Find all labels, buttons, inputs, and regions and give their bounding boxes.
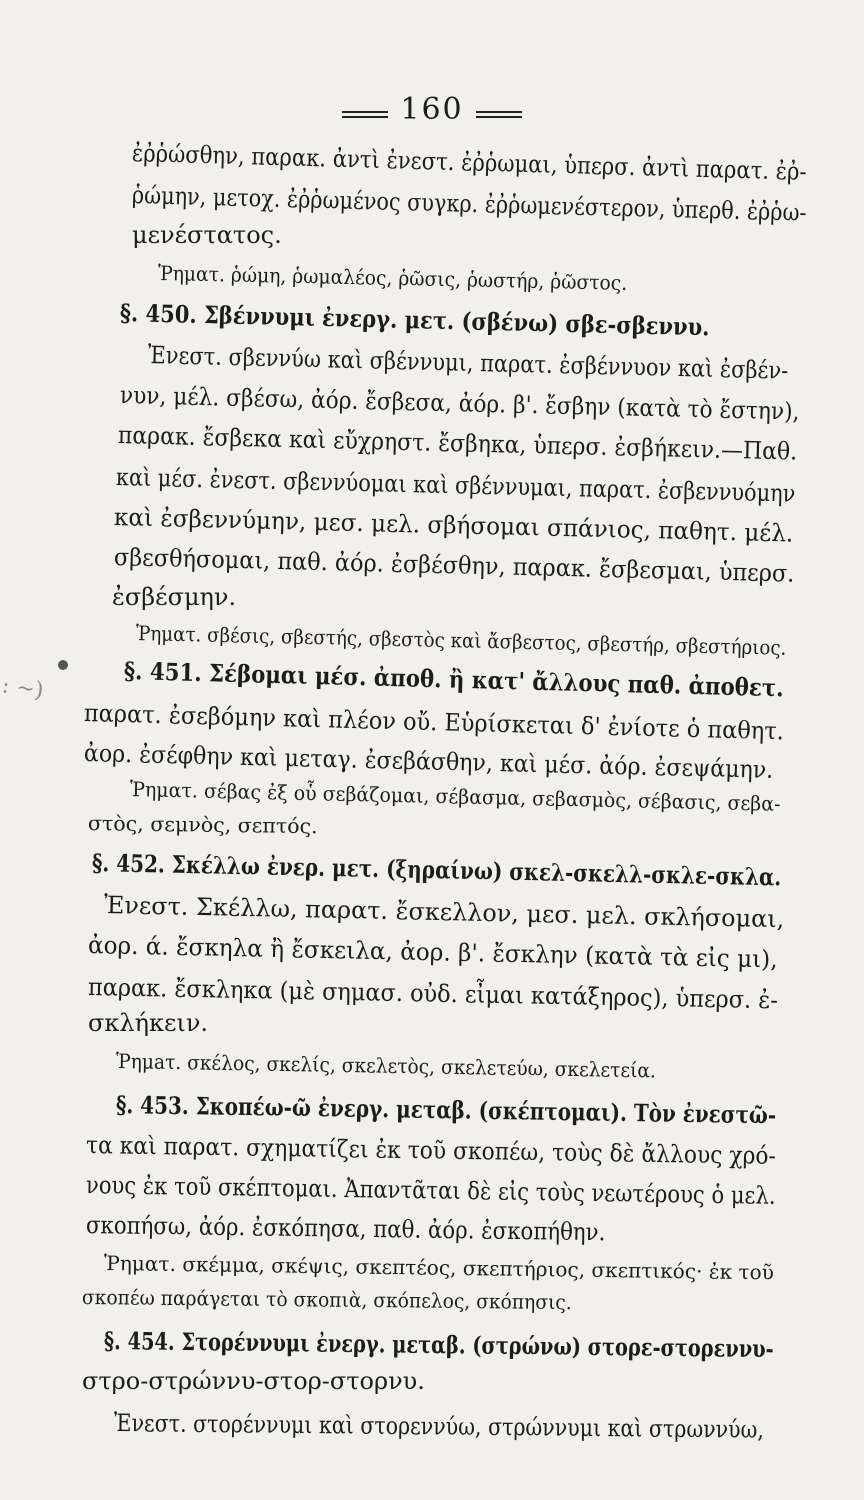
page-number: 160 xyxy=(400,92,464,127)
page-header xyxy=(0,92,864,127)
derivatives-line: Ῥηματ. σβέσις, σβεστής, σβεστὸς καὶ ἄσβεστος, σβεστήρ, σβεστήριος. xyxy=(135,621,787,660)
derivatives-line: σκοπέω παράγεται τὸ σκοπιὰ, σκόπελος, σκόπησις. xyxy=(81,1285,572,1315)
text-line: παρατ. ἐσεβόμην καὶ πλέον οὔ. Εὑρίσκεται δ' ἐνίοτε ὁ παθητ. xyxy=(83,699,785,746)
text-line: ἐῤῥώσθην, παρακ. ἀντὶ ἐνεστ. ἐῤῥωμαι, ὑπερσ. ἀντὶ παρατ. ἐῤ- xyxy=(131,139,808,186)
derivatives-line: Ῥηματ. σκέμμα, σκέψις, σκεπτέος, σκεπτήριος, σκεπτικός· ἐκ τοῦ xyxy=(103,1251,775,1285)
section-452-heading: §. 452. Σκέλλω ἐνερ. μετ. (ξηραίνω) σκελ-σκελλ-σκλε-σκλα. xyxy=(91,848,782,892)
text-line: παρακ. ἔσκληκα (μὲ σημασ. οὐδ. εἶμαι κατάξηρος), ὑπερσ. ἐ- xyxy=(87,973,779,1015)
text-line: στρο-στρώννυ-στορ-στορνυ. xyxy=(82,1367,425,1395)
section-450-heading: §. 450. Σβέννυμι ἐνεργ. μετ. (σβένω) σβε-σβεννυ. xyxy=(119,298,710,342)
text-line: νυν, μέλ. σβέσω, ἀόρ. ἔσβεσα, ἀόρ. β'. ἔσβην (κατὰ τὸ ἔστην), xyxy=(119,381,800,426)
text-line: ἐσβέσμην. xyxy=(112,583,237,611)
section-453-heading: §. 453. Σκοπέω-ῶ ἐνεργ. μεταβ. (σκέπτομαι). Τὸν ἐνεστῶ- xyxy=(115,1090,777,1130)
text-line: σκλήκειν. xyxy=(88,1009,209,1037)
section-451-heading: §. 451. Σέβομαι μέσ. ἀποθ. ἢ κατ' ἄλλους παθ. ἀποθετ. xyxy=(123,656,784,703)
derivatives-line: Ῥηματ. σέβας ἐξ οὗ σεβάζομαι, σέβασμα, σεβασμὸς, σέβασις, σεβα- xyxy=(129,777,781,816)
text-line: Ἐνεστ. σβεννύω καὶ σβέννυμι, παρατ. ἐσβέννυον καὶ ἐσβέν- xyxy=(147,341,789,385)
text-line: Ἐνεστ. στορέννυμι καὶ στορεννύω, στρώννυμι καὶ στρωννύω, xyxy=(113,1409,765,1444)
derivatives-line: Ῥηματ. ῥώμη, ῥωμαλέος, ῥῶσις, ῥωστήρ, ῥῶστος. xyxy=(157,261,628,295)
text-line: σκοπήσω, ἀόρ. ἐσκόπησα, παθ. ἀόρ. ἐσκοπήθην. xyxy=(85,1211,606,1247)
derivatives-line: στὸς, σεμνὸς, σεπτός. xyxy=(87,811,318,839)
text-line: ἀορ. ἐσέφθην καὶ μεταγ. ἐσεβάσθην, καὶ μέσ. ἀόρ. ἐσεψάμην. xyxy=(83,739,774,784)
header-rule-right xyxy=(476,111,522,118)
text-line: καὶ ἐσβεννύμην, μεσ. μελ. σβήσομαι σπάνιος, παθητ. μέλ. xyxy=(113,503,794,548)
header-rule-left xyxy=(342,111,388,118)
text-line: μενέστατος. xyxy=(132,221,282,249)
text-line: ἀορ. ά. ἔσκηλα ἢ ἔσκειλα, ἀορ. β'. ἔσκλην (κατὰ τὰ εἰς μι), xyxy=(87,931,778,974)
derivatives-line: Ῥημaτ. σκέλος, σκελίς, σκελετὸς, σκελετεύω, σκελετεία. xyxy=(115,1049,657,1083)
text-line: τα καὶ παρατ. σχηματίζει ἐκ τοῦ σκοπέω, τοὺς δὲ ἄλλους χρό- xyxy=(85,1131,777,1170)
text-line: Ἐνεστ. Σκέλλω, παρατ. ἔσκελλον, μεσ. μελ. σκλήσομαι, xyxy=(103,891,785,934)
margin-ink-dot xyxy=(58,660,68,670)
text-line: ῥώμην, μετοχ. ἐῤῥωμένος συγκρ. ἐῤῥωμενέστερον, ὑπερθ. ἐῤῥω- xyxy=(131,181,807,227)
section-454-heading: §. 454. Στορέννυμι ἐνεργ. μεταβ. (στρώνω) στορε-στορεννυ- xyxy=(103,1326,774,1364)
text-line: παρακ. ἔσβεκα καὶ εὔχρηστ. ἔσβηκα, ὑπερσ. ἐσβήκειν.—Παθ. xyxy=(117,421,798,466)
margin-pencil-mark: : ∼) xyxy=(0,673,45,704)
text-line: σβεσθήσομαι, παθ. ἀόρ. ἐσβέσθην, παρακ. ἔσβεσμαι, ὑπερσ. xyxy=(113,543,795,588)
text-line: νους ἐκ τοῦ σκέπτομαι. Ἀπαντᾶται δὲ εἰς τοὺς νεωτέρους ὁ μελ. xyxy=(85,1171,776,1210)
text-line: καὶ μέσ. ἐνεστ. σβεννύομαι καὶ σβέννυμαι, παρατ. ἐσβεννυόμην xyxy=(115,463,796,508)
